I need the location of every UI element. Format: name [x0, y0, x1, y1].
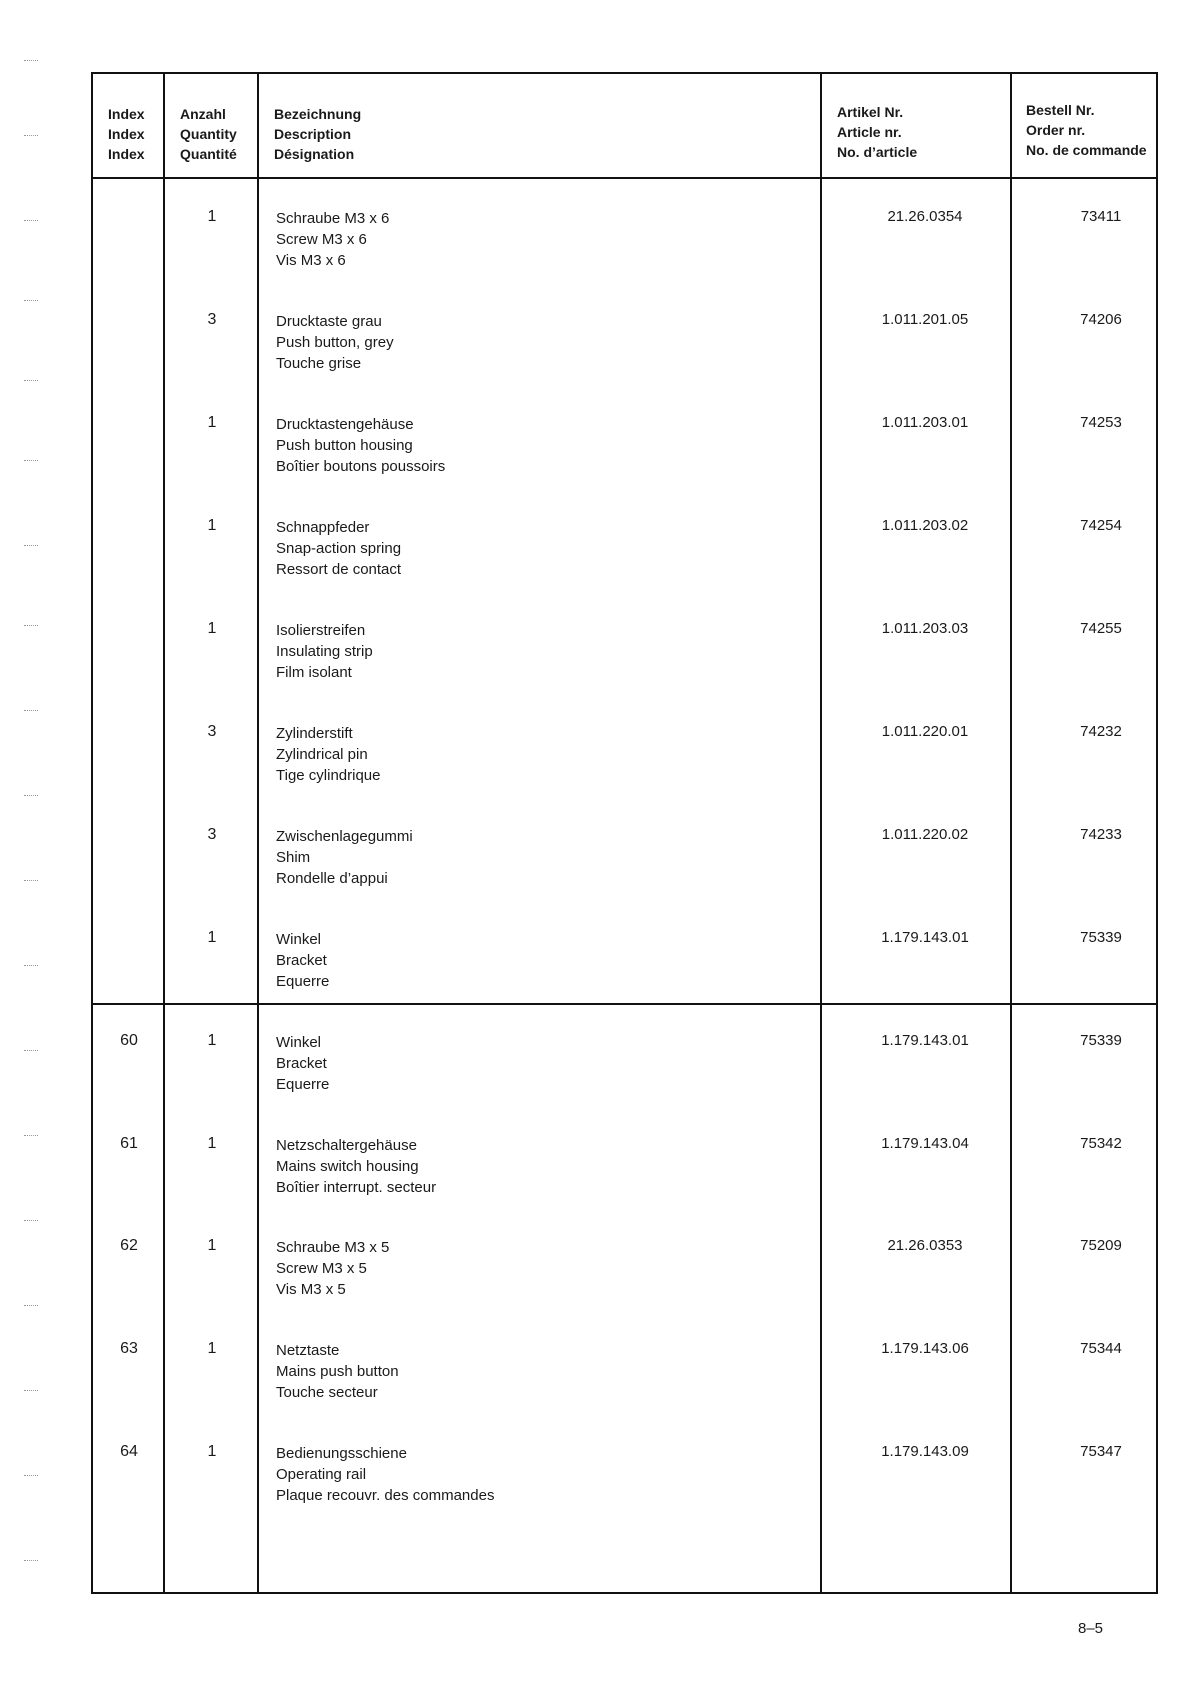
row-quantity: 1 [207, 1032, 217, 1049]
row-index: 62 [120, 1237, 138, 1254]
row-index: 64 [120, 1443, 138, 1460]
row-description: Bedienungsschiene Operating rail Plaque recouvr. des commandes [276, 1445, 495, 1504]
column-divider [1010, 74, 1012, 1592]
table-row [93, 1237, 1156, 1298]
row-article-number: 1.179.143.06 [881, 1340, 969, 1357]
row-description: Schraube M3 x 6 Screw M3 x 6 Vis M3 x 6 [276, 210, 390, 269]
section-divider [93, 1003, 1156, 1005]
row-order-number: 74232 [1080, 723, 1122, 740]
row-article-number: 1.011.201.05 [881, 311, 969, 328]
row-article-number: 1.011.220.01 [881, 723, 969, 740]
table-row [93, 826, 1156, 887]
row-order-number: 74206 [1080, 311, 1122, 328]
row-quantity: 1 [207, 208, 217, 225]
row-order-number: 75342 [1080, 1135, 1122, 1152]
row-quantity: 1 [207, 414, 217, 431]
header-description: Bezeichnung Description Désignation [274, 106, 362, 162]
row-article-number: 1.011.203.01 [881, 414, 969, 431]
table-row [93, 1443, 1156, 1504]
row-order-number: 73411 [1080, 208, 1122, 225]
table-row [93, 620, 1156, 681]
scan-margin-marks [18, 55, 48, 1605]
row-description: Zylinderstift Zylindrical pin Tige cylindrique [276, 725, 381, 784]
header-order-number: Bestell Nr. Order nr. No. de commande [1026, 102, 1147, 158]
row-description: Netzschaltergehäuse Mains switch housing Boîtier interrupt. secteur [276, 1137, 437, 1196]
row-quantity: 1 [207, 1135, 217, 1152]
row-quantity: 3 [207, 311, 217, 328]
table-row [93, 1135, 1156, 1196]
row-article-number: 1.179.143.01 [881, 929, 969, 946]
row-article-number: 1.179.143.04 [881, 1135, 969, 1152]
row-article-number: 1.011.220.02 [881, 826, 969, 843]
row-order-number: 74233 [1080, 826, 1122, 843]
row-order-number: 75209 [1080, 1237, 1122, 1254]
row-order-number: 74254 [1080, 517, 1122, 534]
row-description: Schraube M3 x 5 Screw M3 x 5 Vis M3 x 5 [276, 1239, 390, 1298]
row-index: 63 [120, 1340, 138, 1357]
row-quantity: 3 [207, 826, 217, 843]
row-quantity: 1 [207, 620, 217, 637]
table-row [93, 929, 1156, 990]
row-quantity: 3 [207, 723, 217, 740]
row-order-number: 75339 [1080, 929, 1122, 946]
row-article-number: 21.26.0354 [887, 208, 963, 225]
row-description: Isolierstreifen Insulating strip Film isolant [276, 622, 373, 681]
row-quantity: 1 [207, 929, 217, 946]
table-row [93, 414, 1156, 475]
row-description: Netztaste Mains push button Touche secteur [276, 1342, 399, 1401]
row-article-number: 1.179.143.09 [881, 1443, 969, 1460]
table-row [93, 517, 1156, 578]
table-row [93, 311, 1156, 372]
row-order-number: 74255 [1080, 620, 1122, 637]
row-article-number: 21.26.0353 [887, 1237, 963, 1254]
row-description: Drucktastengehäuse Push button housing Boîtier boutons poussoirs [276, 416, 446, 475]
table-row [93, 208, 1156, 269]
table-row [93, 1340, 1156, 1401]
row-quantity: 1 [207, 517, 217, 534]
row-article-number: 1.179.143.01 [881, 1032, 969, 1049]
column-divider [820, 74, 822, 1592]
row-description: Winkel Bracket Equerre [276, 931, 330, 990]
row-description: Winkel Bracket Equerre [276, 1034, 330, 1093]
table-row [93, 723, 1156, 784]
row-index: 60 [120, 1032, 138, 1049]
row-order-number: 74253 [1080, 414, 1122, 431]
row-order-number: 75339 [1080, 1032, 1122, 1049]
row-description: Schnappfeder Snap-action spring Ressort de contact [276, 519, 402, 578]
header-index: Index Index Index [108, 106, 145, 162]
parts-list-table [91, 72, 1158, 1594]
header-article-number: Artikel Nr. Article nr. No. d’article [837, 104, 918, 160]
row-article-number: 1.011.203.02 [881, 517, 969, 534]
header-divider [93, 177, 1156, 179]
row-order-number: 75344 [1080, 1340, 1122, 1357]
row-quantity: 1 [207, 1340, 217, 1357]
row-order-number: 75347 [1080, 1443, 1122, 1460]
row-description: Zwischenlagegummi Shim Rondelle d’appui [276, 828, 413, 887]
row-index: 61 [120, 1135, 138, 1152]
row-quantity: 1 [207, 1443, 217, 1460]
page-number: 8–5 [1078, 1620, 1104, 1637]
row-description: Drucktaste grau Push button, grey Touche grise [276, 313, 394, 372]
header-quantity: Anzahl Quantity Quantité [180, 106, 237, 162]
table-row [93, 1032, 1156, 1093]
row-quantity: 1 [207, 1237, 217, 1254]
row-article-number: 1.011.203.03 [881, 620, 969, 637]
